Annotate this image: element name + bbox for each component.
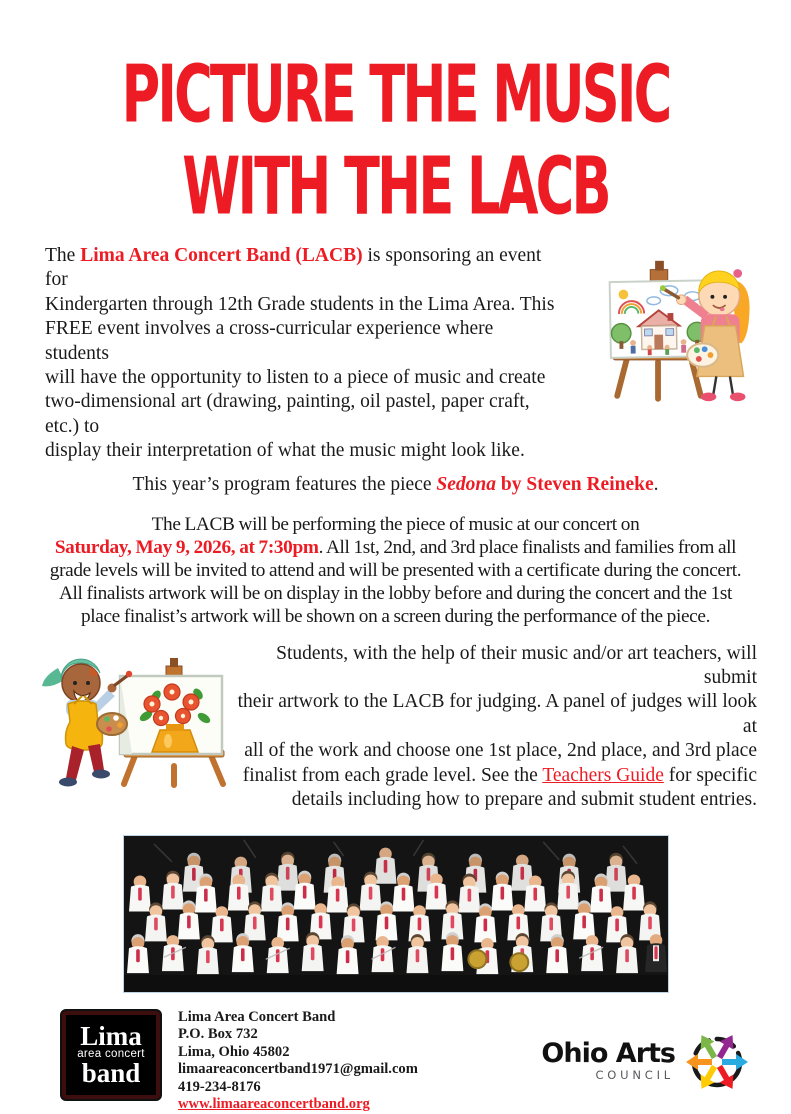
boy-painting-clipart [28, 638, 230, 788]
lima-logo-line3: band [82, 1060, 141, 1086]
contact-block [178, 1009, 418, 1114]
submission-line4-lead: finalist from each grade level. See the [243, 765, 543, 786]
concert-line2-rest: . All 1st, 2nd, and 3rd place finalists and families from all [319, 537, 737, 558]
concert-date: Saturday, May 9, 2026, at 7:30pm [55, 537, 319, 558]
submission-line5: details including how to prepare and submit student entries. [292, 789, 757, 810]
program-end: . [654, 474, 659, 495]
contact-phone: 419-234-8176 [178, 1079, 418, 1097]
intro-lead: The [45, 245, 80, 266]
title-line-1: PICTURE THE MUSIC [24, 31, 768, 162]
contact-email: limaareaconcertband1971@gmail.com [178, 1061, 418, 1079]
intro-line5: two-dimensional art (drawing, painting, oil pastel, paper craft, etc.) to [45, 391, 530, 436]
footer [60, 1009, 751, 1114]
contact-name: Lima Area Concert Band [178, 1009, 418, 1027]
intro-line3: FREE event involves a cross-curricular experience where students [45, 318, 493, 363]
lima-logo-line2: area concert [77, 1048, 145, 1060]
flyer-title [0, 0, 791, 234]
intro-line6: display their interpretation of what the music might look like. [45, 440, 525, 461]
ohio-arts-council-logo [541, 1009, 751, 1095]
submission-line2: their artwork to the LACB for judging. A panel of judges will look at [238, 691, 757, 736]
ohio-arts-council-label: COUNCIL [541, 1068, 675, 1082]
program-line [0, 474, 791, 496]
girl-painting-clipart [557, 240, 761, 406]
intro-section [45, 244, 761, 464]
lima-logo-line1: Lima [80, 1024, 142, 1048]
intro-line1-rest: is sponsoring an event for [45, 245, 541, 290]
submission-line3: all of the work and choose one 1st place, 2nd place, and 3rd place [244, 740, 757, 761]
title-line-2: WITH THE LACB [24, 123, 768, 254]
submission-paragraph [230, 642, 757, 813]
submission-section [28, 640, 757, 813]
lima-band-logo [60, 1009, 162, 1101]
piece-name: Sedona [436, 474, 496, 495]
intro-line2: Kindergarten through 12th Grade students in the Lima Area. This [45, 294, 554, 315]
ohio-arts-name: Ohio Arts [541, 1040, 675, 1068]
contact-po-box: P.O. Box 732 [178, 1026, 418, 1044]
concert-line3: grade levels will be invited to attend and will be presented with a certificate during the concert. [50, 560, 741, 581]
band-name-highlight: Lima Area Concert Band (LACB) [80, 245, 362, 266]
concert-paragraph [0, 513, 791, 628]
composer-name: by Steven Reineke [496, 474, 654, 495]
submission-line4-tail: for specific [664, 765, 757, 786]
website-link[interactable]: www.limaareaconcertband.org [178, 1096, 370, 1112]
concert-line5: place finalist’s artwork will be shown on a screen during the performance of the piece. [81, 606, 710, 627]
submission-line1: Students, with the help of their music and/or art teachers, will submit [276, 643, 757, 688]
intro-paragraph [45, 244, 557, 464]
program-lead: This year’s program features the piece [132, 474, 436, 495]
intro-line4: will have the opportunity to listen to a piece of music and create [45, 367, 545, 388]
concert-line4: All finalists artwork will be on display in the lobby before and during the concert and the 1st [59, 583, 732, 604]
concert-line1: The LACB will be performing the piece of music at our concert on [152, 514, 640, 535]
teachers-guide-link[interactable]: Teachers Guide [542, 765, 664, 786]
contact-city: Lima, Ohio 45802 [178, 1044, 418, 1062]
ohio-arts-starburst-icon [683, 1027, 751, 1095]
band-group-photo [123, 835, 669, 993]
